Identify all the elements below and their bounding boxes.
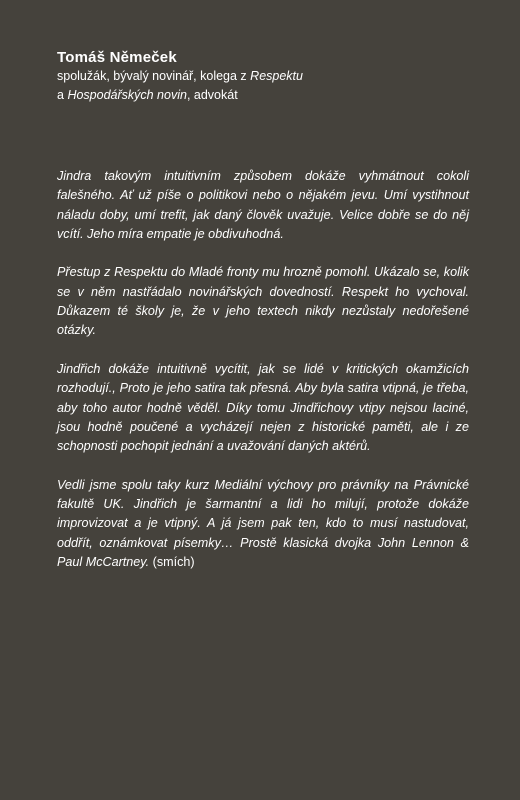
laughter-note: (smích) xyxy=(149,554,195,569)
author-description-line-1 xyxy=(57,67,469,86)
quote-body xyxy=(57,167,469,572)
author-desc-publication: Hospodářských novin xyxy=(67,88,187,102)
quote-paragraph: Jindra takovým intuitivním způsobem dokáže vyhmátnout cokoli falešného. Ať už píše o politikovi nebo o nějakém jevu. Umí vystihnout náladu doby, umí trefit, jak daný člověk uvažuje. Velice dobře se do něj vcítí. Jeho míra empatie je obdivuhodná. xyxy=(57,169,469,241)
author-name: Tomáš Němeček xyxy=(57,49,177,66)
author-description-line-2 xyxy=(57,86,469,105)
author-block xyxy=(57,48,469,105)
author-desc-publication: Respektu xyxy=(250,69,303,83)
quote-paragraph-text: Vedli jsme spolu taky kurz Mediální výchovy pro právníky na Právnické fakultě UK. Jindřich je šarmantní a lidi ho milují, protože dokáže improvizovat a je vtipný. A já jsem pak ten, kdo to musí nastudovat, oddřít, oznámkovat písemky… Prostě klasická dvojka John Lennon & Paul McCartney. xyxy=(57,477,469,569)
quote-paragraph xyxy=(57,476,469,572)
page xyxy=(57,48,469,572)
quote-paragraph: Přestup z Respektu do Mladé fronty mu hrozně pomohl. Ukázalo se, kolik se v něm nastřádalo novinářských dovedností. Respekt ho vychoval. Důkazem té školy je, že v jeho textech nikdy nezůstaly nedořešené otázky. xyxy=(57,265,469,338)
author-desc-text: spolužák, bývalý novinář, kolega z xyxy=(57,69,251,83)
author-desc-text: a xyxy=(57,88,68,102)
quote-paragraph: Jindřich dokáže intuitivně vycítit, jak se lidé v kritických okamžicích rozhodují., Proto je jeho satira tak přesná. Aby byla satira vtipná, je třeba, aby toho autor hodně věděl. Díky tomu Jindřichovy vtipy nejsou laciné, jsou hodně poučené a vycházejí nejen z historické paměti, ale i ze schopnosti pochopit jednání a uvažování daných aktérů. xyxy=(57,361,469,454)
author-desc-text: , advokát xyxy=(186,88,238,102)
